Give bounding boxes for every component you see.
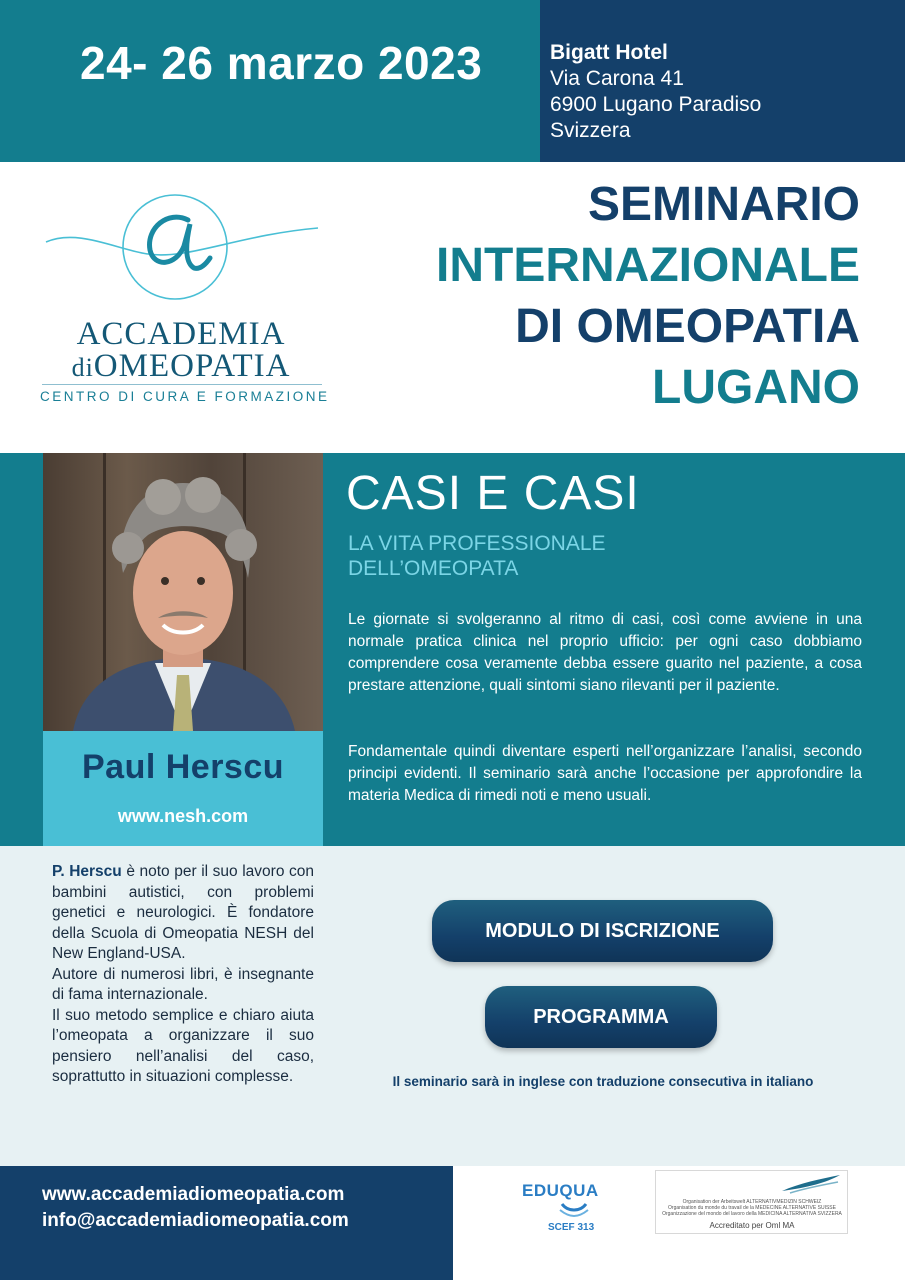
oml-accredited-text: Accreditato per Oml MA <box>709 1221 795 1230</box>
title-line-4: LUGANO <box>652 361 860 414</box>
eduqua-code: SCEF 313 <box>548 1222 595 1233</box>
registration-form-button[interactable]: MODULO DI ISCRIZIONE <box>432 900 773 962</box>
title-line-1: SEMINARIO <box>587 178 860 231</box>
speaker-bio <box>52 862 314 1088</box>
footer-email-link[interactable]: info@accademiadiomeopatia.com <box>42 1210 349 1231</box>
oml-line-3: Organizzazione del mondo del lavoro della MEDICINA ALTERNATIVA SVIZZERA <box>662 1211 842 1217</box>
seminar-description-2: Fondamentale quindi diventare esperti nell’organizzare l’analisi, secondo principi evidenti. Il seminario sarà anche l’occasione per approfondire la materia Medica di rimedi noti e meno usuali. <box>348 743 862 804</box>
venue-country: Svizzera <box>550 119 631 142</box>
footer-website-link[interactable]: www.accademiadiomeopatia.com <box>42 1184 345 1205</box>
oml-swoosh-icon <box>780 1173 842 1195</box>
subtitle-line-2: DELL’OMEOPATA <box>348 557 519 580</box>
title-line-3: DI OMEOPATIA <box>515 300 860 353</box>
bio-text-2: Autore di numerosi libri, è insegnante di fama internazionale. <box>52 965 314 1003</box>
logo-wordmark-line2 <box>40 348 322 385</box>
seminar-title <box>436 174 860 418</box>
logo-divider <box>42 384 322 385</box>
speaker-website-link[interactable]: www.nesh.com <box>117 806 249 826</box>
logo-letter-a <box>150 217 210 268</box>
seminar-description-1: Le giornate si svolgeranno al ritmo di casi, così come avviene in una normale pratica clinica nel proprio ufficio: per ogni caso dobbiamo comprendere cosa veramente debba essere guarito nel paziente, a cosa prestare attenzione, quali sintomi siano rilevanti per il paziente. <box>348 611 862 694</box>
subtitle-line-1: LA VITA PROFESSIONALE <box>348 532 606 555</box>
language-note: Il seminario sarà in inglese con traduzione consecutiva in italiano <box>392 1074 814 1089</box>
event-date: 24- 26 marzo 2023 <box>80 37 483 89</box>
seminar-subtitle <box>348 531 606 581</box>
venue-address <box>550 40 761 144</box>
venue-name: Bigatt Hotel <box>550 41 668 64</box>
oml-line-2: Organisation du monde du travail de la MÉDECINE ALTERNATIVE SUISSE <box>668 1205 836 1211</box>
oml-line-1: Organisation der Arbeitswelt ALTERNATIVMEDIZIN SCHWEIZ <box>682 1199 822 1205</box>
venue-street: Via Carona 41 <box>550 67 684 90</box>
bio-text-3: Il suo metodo semplice e chiaro aiuta l’omeopata a organizzare il suo pensiero nell’analisi del caso, soprattutto in situazioni complesse. <box>52 1006 314 1085</box>
speaker-name: Paul Herscu <box>81 748 285 786</box>
logo-wordmark-line1: ACCADEMIA <box>76 316 286 352</box>
bio-name: P. Herscu <box>52 863 122 880</box>
program-button[interactable]: PROGRAMMA <box>485 986 717 1048</box>
logo-word-di: di <box>71 353 94 382</box>
logo-tagline: CENTRO DI CURA E FORMAZIONE <box>40 389 330 404</box>
speaker-photo <box>43 453 323 731</box>
venue-city: 6900 Lugano Paradiso <box>550 93 762 116</box>
eduqua-wordmark: EDUQUA <box>522 1181 599 1200</box>
bio-text-1: è noto per il suo lavoro con bambini autistici, con problemi genetici e neurologici. È fondatore della Scuola di Omeopatia NESH del New England-USA. <box>52 863 314 962</box>
seminar-heading: CASI E CASI <box>346 467 640 520</box>
logo-word-omeopatia: OMEOPATIA <box>93 348 291 384</box>
title-line-2: INTERNAZIONALE <box>436 239 860 292</box>
